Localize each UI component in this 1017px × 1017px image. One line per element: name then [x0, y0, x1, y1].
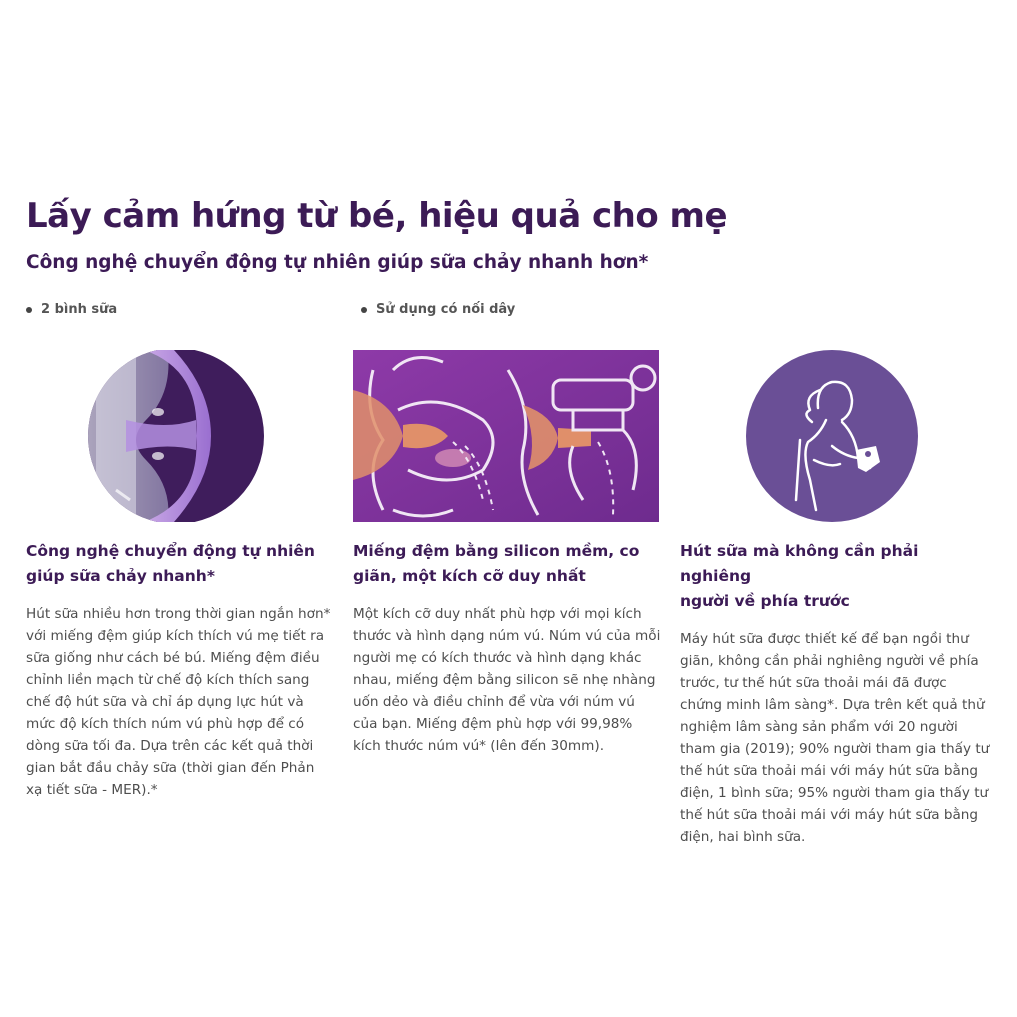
- bullet-label: 2 bình sữa: [41, 302, 118, 317]
- page-subtitle: Công nghệ chuyển động tự nhiên giúp sữa chảy nhanh hơn*: [26, 252, 649, 273]
- bullet-dot-icon: [361, 307, 367, 313]
- breast-shield-closeup-icon: [26, 350, 336, 522]
- feature-column-upright-posture: [680, 350, 990, 848]
- feature-description: Máy hút sữa được thiết kế để bạn ngồi thư giãn, không cần phải nghiêng người về phía trước, tư thế hút sữa thoải mái đã được chứng minh lâm sàng*. Dựa trên kết quả thử nghiệm lâm sàng sản phẩm với 20 người tham gia (2019); 90% người tham gia thấy tư thế hút sữa thoải mái với máy hút sữa bằng điện, 1 bình sữa; 95% người tham gia thấy tư thế hút sữa thoải mái với máy hút sữa bằng điện, hai bình sữa.: [680, 631, 990, 845]
- feature-description: Hút sữa nhiều hơn trong thời gian ngắn hơn* với miếng đệm giúp kích thích vú mẹ tiết ra sữa giống như cách bé bú. Miếng đệm điều chỉnh liền mạch từ chế độ kích thích sang chế độ hút sữa và chỉ áp dụng lực hút và mức độ kích thích núm vú phù hợp để có dòng sữa tối đa. Dựa trên các kết quả thời gian bắt đầu chảy sữa (thời gian đến Phản xạ tiết sữa - MER).*: [26, 606, 331, 798]
- bullet-label: Sử dụng có nối dây: [376, 302, 516, 317]
- baby-suckling-vs-pump-diagram-icon: [353, 350, 663, 522]
- feature-heading: Miếng đệm bằng silicon mềm, co giãn, một kích cỡ duy nhất: [353, 542, 640, 585]
- bullet-dot-icon: [26, 307, 32, 313]
- feature-column-natural-motion: [26, 350, 336, 801]
- page-title: Lấy cảm hứng từ bé, hiệu quả cho mẹ: [26, 196, 728, 236]
- feature-heading: Hút sữa mà không cần phải nghiêng người về phía trước: [680, 542, 919, 610]
- bullet-item-two-bottles: [26, 302, 117, 317]
- feature-heading: Công nghệ chuyển động tự nhiên giúp sữa chảy nhanh*: [26, 542, 315, 585]
- feature-description: Một kích cỡ duy nhất phù hợp với mọi kích thước và hình dạng núm vú. Núm vú của mỗi người mẹ có kích thước và hình dạng khác nhau, miếng đệm bằng silicon sẽ nhẹ nhàng uốn dẻo và điều chỉnh để vừa với núm vú của bạn. Miếng đệm phù hợp với 99,98% kích thước núm vú* (lên đến 30mm).: [353, 606, 661, 754]
- mother-pumping-upright-icon: [680, 350, 990, 522]
- feature-column-silicone-cushion: [353, 350, 663, 757]
- bullet-item-corded: [361, 302, 515, 317]
